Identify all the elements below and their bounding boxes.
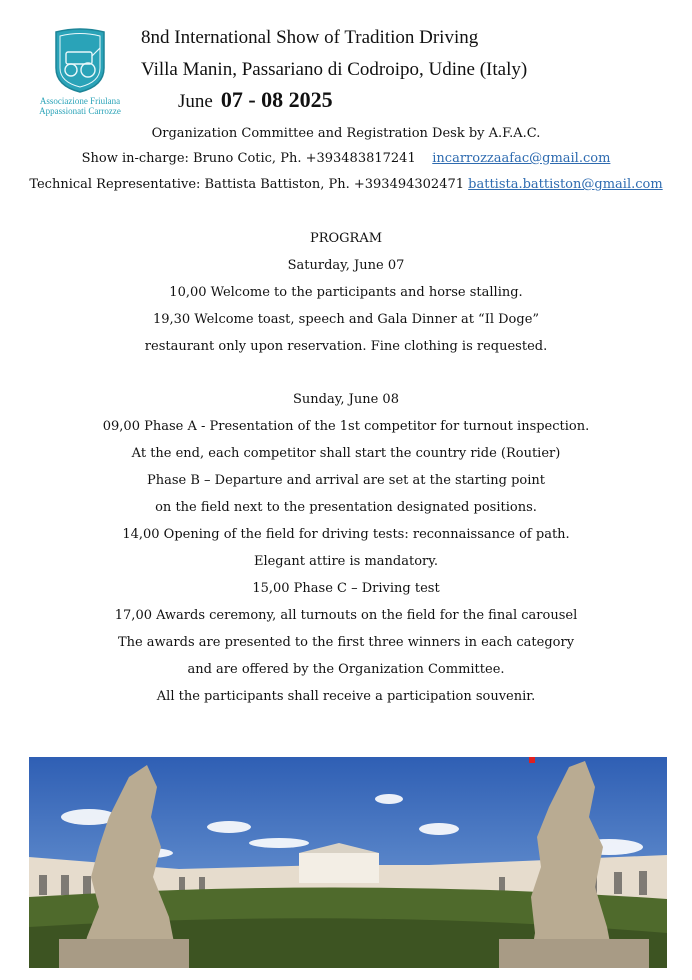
program-line: restaurant only upon reservation. Fine clothing is requested. [144,339,548,354]
technical-rep-email-link[interactable]: battista.battiston@gmail.com [468,177,663,192]
program-line: 14,00 Opening of the field for driving tests: reconnaissance of path. [122,527,570,542]
program-line: Phase B – Departure and arrival are set at the starting point [146,473,546,488]
afac-logo [28,28,132,120]
event-venue: Villa Manin, Passariano di Codroipo, Udine (Italy) [141,59,528,80]
program-line: on the field next to the presentation designated positions. [155,500,537,515]
program-line: 19,30 Welcome toast, speech and Gala Dinner at “Il Doge” [152,312,540,327]
carriage-emblem-icon [50,28,110,94]
show-incharge-line [0,151,692,166]
logo-caption-line2: Appassionati Carrozze [39,106,121,116]
program-heading: PROGRAM [309,231,383,246]
organization-line: Organization Committee and Registration Desk by A.F.A.C. [151,126,541,141]
technical-rep-text: Technical Representative: Battista Battiston, Ph. +393494302471 [29,177,465,192]
show-incharge-text: Show in-charge: Bruno Cotic, Ph. +393483817241 [81,151,416,166]
saturday-heading: Saturday, June 07 [287,258,405,273]
technical-rep-line [0,177,692,192]
event-month: June [178,91,213,112]
program-line: All the participants shall receive a participation souvenir. [156,689,536,704]
program-line: Elegant attire is mandatory. [253,554,439,569]
logo-caption [28,96,132,116]
program-line: and are offered by the Organization Committee. [187,662,505,677]
program-line: 09,00 Phase A - Presentation of the 1st competitor for turnout inspection. [102,419,590,434]
event-title: 8nd International Show of Tradition Driving [141,27,479,48]
program-line: 17,00 Awards ceremony, all turnouts on the field for the final carousel [114,608,578,623]
event-days: 07 - 08 2025 [220,87,333,112]
show-incharge-email-link[interactable]: incarrozzaafac@gmail.com [432,151,611,166]
logo-caption-line1: Associazione Friulana [39,96,121,106]
sunday-heading: Sunday, June 08 [293,392,399,407]
villa-manin-photo [29,757,667,968]
program-line: 10,00 Welcome to the participants and horse stalling. [169,285,523,300]
program-line: 15,00 Phase C – Driving test [252,581,440,596]
program-line: At the end, each competitor shall start the country ride (Routier) [131,446,561,461]
program-line: The awards are presented to the first three winners in each category [117,635,575,650]
event-dates [178,87,333,113]
